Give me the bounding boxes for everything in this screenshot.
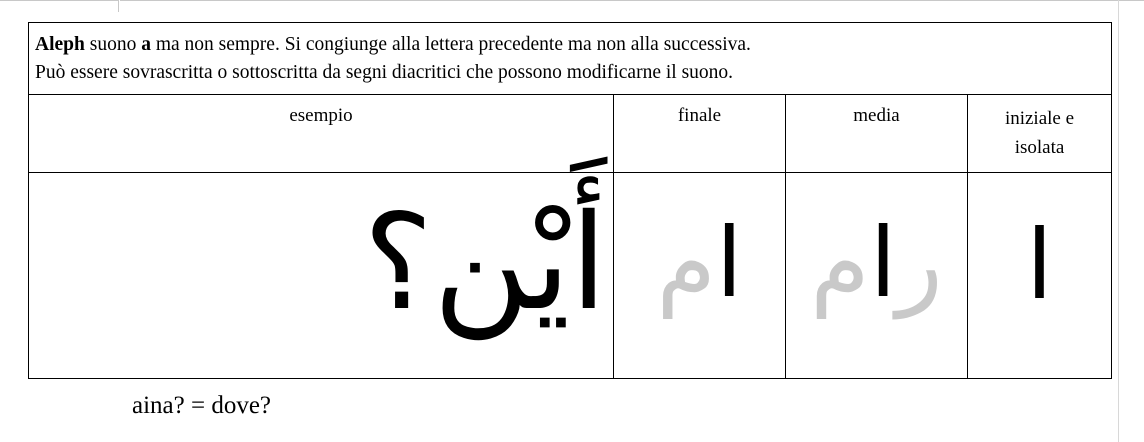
table-header-iniziale-isolata [968, 95, 1111, 172]
example-arabic-word: أَيْن؟ [363, 186, 607, 341]
finale-context-glyph: م [656, 207, 716, 320]
letter-description-text-a: suono [84, 34, 142, 55]
table-cell-esempio [29, 173, 614, 378]
letter-name: Aleph [35, 34, 85, 55]
page-top-rule-left [0, 0, 118, 1]
example-translation-caption: aina? = dove? [132, 392, 272, 419]
page-right-margin-line [1118, 0, 1119, 442]
media-context-left-glyph: ر [896, 207, 943, 320]
letter-description-text-b: ma non sempre. Si congiunge alla lettera precedente ma non alla successiva. [150, 34, 751, 55]
table-header-iniziale-isolata-label [1005, 105, 1074, 162]
table-glyph-row [29, 173, 1111, 378]
page-margin-tick [118, 0, 119, 12]
arabic-letter-table [28, 22, 1112, 379]
table-cell-iniziale-isolata [968, 173, 1111, 378]
letter-description [29, 23, 1111, 95]
letter-description-line-2: Può essere sovrascritta o sottoscritta da segni diacritici che possono modificarne il suono. [35, 61, 734, 83]
table-header-media [786, 95, 968, 172]
media-target-glyph: ا [869, 207, 897, 320]
letter-description-line-1 [35, 31, 1105, 59]
table-header-iniziale-line-1: iniziale e [1004, 108, 1075, 130]
table-header-esempio-label: esempio [289, 105, 353, 127]
page-top-rule-right [120, 0, 1144, 1]
table-header-esempio [29, 95, 614, 172]
letter-sound: a [141, 34, 151, 55]
table-cell-finale [614, 173, 786, 378]
finale-target-glyph: ا [715, 207, 743, 320]
table-header-finale [614, 95, 786, 172]
table-header-media-label: media [853, 105, 900, 127]
media-form [786, 201, 967, 326]
table-cell-media [786, 173, 968, 378]
isolata-target-glyph: ا [1026, 209, 1053, 322]
finale-form [614, 201, 785, 326]
table-header-finale-label: finale [677, 105, 722, 127]
table-header-row [29, 95, 1111, 173]
table-header-iniziale-line-2: isolata [1014, 136, 1065, 158]
media-context-right-glyph: م [810, 207, 870, 320]
